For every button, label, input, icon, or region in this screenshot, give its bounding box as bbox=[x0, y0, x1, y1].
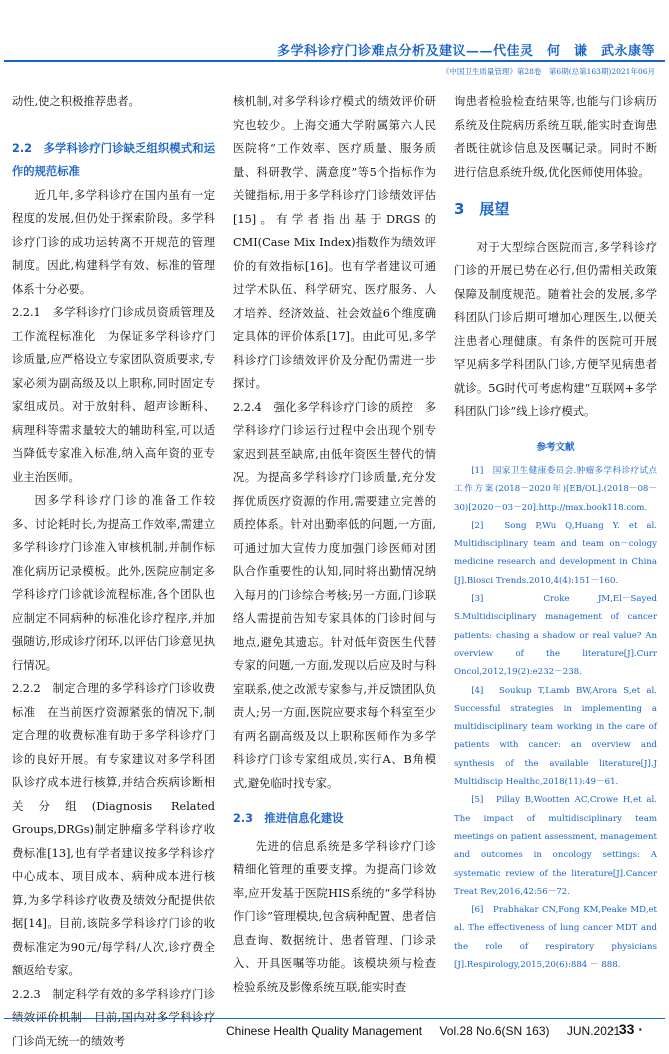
footer-rule bbox=[4, 1018, 665, 1019]
footer-volume: Vol.28 No.6(SN 163) bbox=[439, 1024, 550, 1038]
paragraph: 询患者检验检查结果等,也能与门诊病历系统及住院病历系统互联,能实时查询患者既往就诊信息及医嘱记录。同时不断进行信息系统升级,优化医师使用体验。 bbox=[454, 95, 657, 179]
paragraph: 2.2.4 强化多学科诊疗门诊的质控 多学科诊疗门诊运行过程中会出现个别专家迟到甚至缺席,由低年资医生替代的情况。为提高多学科诊疗门诊质量,充分发挥优质医疗资源的作用,需要建立完善的质控体系。针对出勤率低的问题,一方面,可通过加大宣传力度加强门诊医师对团队合作重要性的认知,同时将出勤情况纳入每月的门诊综合考核;另一方面,门诊联络人需提前告知专家具体的门诊时间与地点,避免其遗忘。针对低年资医生代替专家的问题,一方面,发现以后应及时与科室联系,使之改派专家参与,并反馈团队负责人;另一方面,医院应要求每个科室至少有两名副高级及以上职称医师作为多学科诊疗门诊专家组成员,实行A、B角模式,避免临时找专家。 bbox=[233, 400, 436, 790]
page-number: · 33 · bbox=[610, 1021, 643, 1037]
section-heading-2-2: 2.2 多学科诊疗门诊缺乏组织模式和运作的规范标准 bbox=[12, 141, 215, 178]
paragraph: 近几年,多学科诊疗在国内虽有一定程度的发展,但仍处于探索阶段。多学科诊疗门诊的成功运转离不开规范的管理制度。因此,构建科学有效、标准的管理体系十分必要。 bbox=[12, 188, 215, 296]
paragraph: 2.2.3 制定科学有效的多学科诊疗门诊绩效评价机制 目前,国内对多学科诊疗门诊尚无统一的绩效考 bbox=[12, 987, 215, 1048]
reference-item: [4] Soukup T,Lamb BW,Arora S,et al. Successful strategies in implementing a multidisciplinary team working in the care of patients with cancer: an overview and synthesis of the available literature[J].J Multidiscip Healthc,2018(11):49－61. bbox=[454, 685, 657, 788]
reference-item: [6] Prabhakar CN,Fong KM,Peake MD,et al. The effectiveness of lung cancer MDT and the role of respiratory physicians [J].Respirology,2015,20(6):884 － 888. bbox=[454, 905, 657, 971]
paragraph: 对于大型综合医院而言,多学科诊疗门诊的开展已势在必行,但仍需相关政策保障及制度规范。随着社会的发展,多学科团队门诊后期可增加心理医生,以便关注患者心理健康。有条件的医院可开展罕见病多学科团队门诊,方便罕见病患者就诊。5G时代可考虑构建“互联网+多学科团队门诊”线上诊疗模式。 bbox=[454, 240, 657, 418]
footer-date: JUN.2021 bbox=[566, 1024, 621, 1038]
reference-item: [1] 国家卫生健康委员会.肿瘤多学科诊疗试点工作方案(2018－2020年)[EB/OL].(2018－08－30)[2020－03－20].http://max.book118.com. bbox=[454, 466, 657, 513]
section-heading-3: 3 展望 bbox=[454, 200, 510, 218]
references-title: 参考文献 bbox=[536, 441, 575, 453]
paragraph: 2.2.1 多学科诊疗门诊成员资质管理及工作流程标准化 为保证多学科诊疗门诊质量,应严格设立专家团队资质要求,专家必须为副高级及以上职称,同时固定专家组成员。对于放射科、超声诊断科、病理科等需求量较大的辅助科室,可以适当降低专家准入标准,纳入高年资的亚专业主治医师。 bbox=[12, 306, 215, 484]
column-left bbox=[12, 90, 215, 1053]
reference-item: [3] Croke JM,El－Sayed S.Multidisciplinary management of cancer patients: chasing a shadow or real value? An overview of the literature[J].Curr Oncol,2012,19(2):e232－238. bbox=[454, 594, 657, 678]
reference-item: [2] Song P,Wu Q,Huang Y. et al. Multidisciplinary team and team on－cology medicine research and development in China [J].Biosci Trends.2010,4(4):151－160. bbox=[454, 520, 657, 586]
paragraph: 先进的信息系统是多学科诊疗门诊精细化管理的重要支撑。为提高门诊效率,应开发基于医院HIS系统的“多学科协作门诊”管理模块,包含病种配置、患者信息查询、数据统计、患者管理、门诊录入、开具医嘱等功能。该模块须与检查检验系统及影像系统互联,能实时查 bbox=[233, 839, 436, 994]
paragraph: 因多学科诊疗门诊的准备工作较多、讨论耗时长,为提高工作效率,需建立多学科诊疗门诊准入审核机制,并制作标准化病历记录模板。此外,医院应制定多学科诊疗门诊就诊流程标准,各个团队也应制定不同病种的标准化诊疗程序,并加强随访,形成诊疗闭环,以评估门诊意见执行情况。 bbox=[12, 494, 215, 672]
paragraph: 核机制,对多学科诊疗模式的绩效评价研究也较少。上海交通大学附属第六人民医院将“工作效率、医疗质量、服务质量、科研教学、满意度”等5个指标作为关键指标,用于多学科诊疗门诊绩效评估[15]。有学者指出基于DRGS的CMI(Case Mix Index)指数作为绩效评价的有效指标[16]。也有学者建议可通过学术队伍、科学研究、医疗服务、人才培养、经济效益、社会效益6个维度确定具体的评价体系[17]。由此可见,多学科诊疗门诊绩效评价及分配仍需进一步探讨。 bbox=[233, 95, 436, 390]
reference-item: [5] Pillay B,Wootten AC,Crowe H,et al. The impact of multidisciplinary team meetings on patient assessment, management and outcomes in oncology settings: A systematic review of the literature[J].Cancer Treat Rev,2016,42:56－72. bbox=[454, 795, 657, 897]
header-rule bbox=[4, 60, 665, 62]
paragraph: 动性,使之积极推荐患者。 bbox=[12, 95, 140, 108]
running-header-title: 多学科诊疗门诊难点分析及建议——代佳灵 何 谦 武永康等 bbox=[276, 44, 655, 59]
footer bbox=[226, 1024, 634, 1038]
journal-info: 《中国卫生质量管理》第28卷 第6期(总第163期)2021年06月 bbox=[441, 67, 655, 76]
section-heading-2-3: 2.3 推进信息化建设 bbox=[233, 812, 344, 825]
paragraph: 2.2.2 制定合理的多学科诊疗门诊收费标准 在当前医疗资源紧张的情况下,制定合理的收费标准有助于多学科诊疗门诊的良好开展。有专家建议对多学科团队诊疗成本进行核算,并结合疾病诊断相关分组(Diagnosis Related Groups,DRGs)制定肿瘤多学科诊疗收费标准[13],也有学者建议按多学科诊疗中心成本、项目成本、病种成本进行核算,为多学科诊疗收费及绩效分配提供依据[14]。目前,该院多学科诊疗门诊的收费标准定为90元/每学科/人次,诊疗费全额返给专家。 bbox=[12, 682, 215, 977]
column-middle bbox=[233, 90, 436, 999]
column-right bbox=[454, 90, 657, 974]
footer-journal: Chinese Health Quality Management bbox=[226, 1024, 423, 1038]
